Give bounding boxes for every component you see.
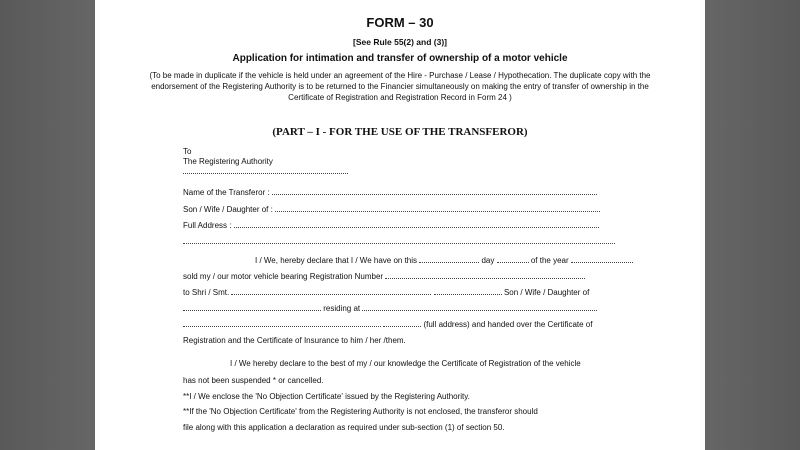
declaration-line-4 [183, 304, 597, 313]
noc-line-1: **If the 'No Objection Certificate' from the Registering Authority is not enclosed, the transferor should [183, 407, 538, 416]
enclose-line: **I / We enclose the 'No Objection Certificate' issued by the Registering Authority. [183, 392, 470, 401]
address-label: Full Address : [183, 221, 232, 230]
buyer-relation-field[interactable] [183, 304, 321, 311]
declaration-line-1 [255, 256, 633, 265]
noc-line-2: file along with this application a declaration as required under sub-section (1) of section 50. [183, 423, 505, 432]
paragraph-2-line-1: I / We hereby declare to the best of my / our knowledge the Certificate of Registration of the vehicle [230, 359, 581, 368]
declaration-line-6: Registration and the Certificate of Insurance to him / her /them. [183, 336, 406, 345]
authority-label: The Registering Authority [183, 157, 273, 166]
registration-number-field[interactable] [385, 272, 585, 279]
full-address-field[interactable] [183, 320, 381, 327]
relation-label: Son / Wife / Daughter of : [183, 205, 273, 214]
authority-blank[interactable] [183, 167, 348, 176]
name-field[interactable] [272, 188, 597, 195]
year-field[interactable] [571, 256, 633, 263]
address-field[interactable] [234, 221, 599, 228]
relation-field[interactable] [275, 205, 600, 212]
rule-reference: [See Rule 55(2) and (3)] [353, 37, 447, 47]
full-address-field-2[interactable] [383, 320, 421, 327]
name-label: Name of the Transferor : [183, 188, 270, 197]
viewer-background-left [0, 0, 95, 450]
declaration-text: I / We, hereby declare that I / We have on this [255, 256, 418, 265]
transferor-name-row [183, 188, 597, 197]
residing-label: residing at [323, 304, 361, 313]
full-address-label: (full address) and handed over the Certificate of [423, 320, 593, 329]
declaration-line-3 [183, 288, 589, 297]
buyer-name-field[interactable] [231, 288, 431, 295]
registration-label: sold my / our motor vehicle bearing Registration Number [183, 272, 384, 281]
part-heading: (PART – I - FOR THE USE OF THE TRANSFEROR) [272, 126, 528, 138]
to-label: To [183, 147, 192, 156]
document-page [95, 0, 705, 450]
day-label: day [481, 256, 495, 265]
day-field[interactable] [419, 256, 479, 263]
declaration-line-2 [183, 272, 585, 281]
buyer-relation-label: Son / Wife / Daughter of [503, 288, 590, 297]
buyer-label: to Shri / Smt. [183, 288, 230, 297]
declaration-line-5 [183, 320, 592, 329]
application-title: Application for intimation and transfer of ownership of a motor vehicle [232, 53, 568, 64]
day-number-field[interactable] [497, 256, 529, 263]
paragraph-2-line-2: has not been suspended * or cancelled. [183, 376, 324, 385]
address-row [183, 221, 599, 230]
instruction-note: (To be made in duplicate if the vehicle is held under an agreement of the Hire - Purchase / Lease / Hypothecation. The duplicate copy with the endorsement of the Registering Authority is to be returned to the Financier simultaneously on making the entry of transfer of ownership in the Certificate of Registration and Registration Record in Form 24 ) [149, 71, 651, 102]
buyer-extra-field[interactable] [434, 288, 502, 295]
relation-row [183, 205, 600, 214]
residing-field[interactable] [362, 304, 597, 311]
year-label: of the year [530, 256, 569, 265]
viewer-background-right [705, 0, 800, 450]
form-title: FORM – 30 [366, 15, 434, 30]
address-row-2[interactable] [183, 237, 615, 246]
